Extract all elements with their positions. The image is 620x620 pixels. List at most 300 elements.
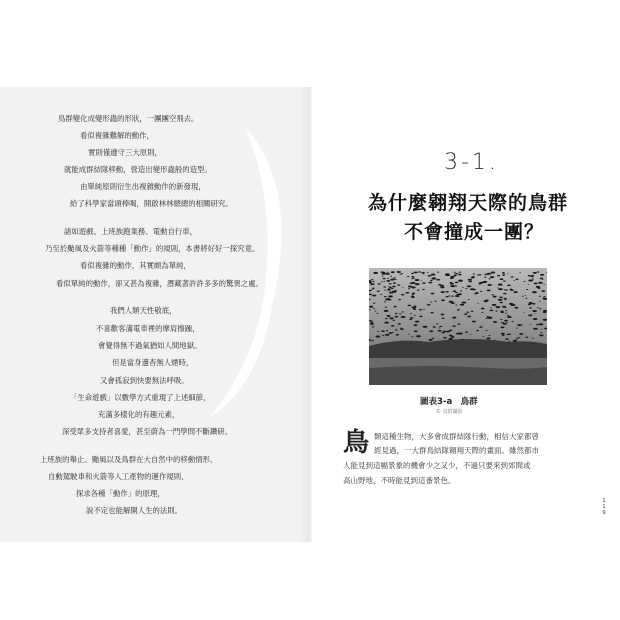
- bird-silhouette: [391, 325, 395, 327]
- bird-silhouette: [513, 340, 517, 342]
- bird-silhouette: [472, 321, 476, 323]
- bird-silhouette: [449, 335, 453, 337]
- bird-silhouette: [511, 276, 514, 277]
- bird-silhouette: [519, 333, 523, 335]
- bird-silhouette: [446, 331, 450, 333]
- bird-silhouette: [532, 310, 537, 312]
- bird-silhouette: [500, 312, 503, 314]
- gutter-shadow: [300, 87, 312, 542]
- bird-silhouette: [543, 297, 545, 298]
- bird-silhouette: [414, 324, 418, 326]
- bird-silhouette: [428, 282, 432, 284]
- bird-silhouette: [441, 291, 445, 293]
- bird-silhouette: [454, 274, 456, 275]
- bird-silhouette: [492, 294, 495, 295]
- bird-silhouette: [487, 273, 491, 275]
- bird-silhouette: [452, 325, 455, 327]
- poem-line: 由單純原則衍生出複雜動作的新發現，: [80, 182, 206, 191]
- bird-silhouette: [446, 291, 449, 293]
- bird-silhouette: [381, 281, 383, 282]
- bird-silhouette: [534, 283, 538, 285]
- bird-silhouette: [468, 279, 472, 281]
- bird-silhouette: [459, 341, 461, 342]
- bird-silhouette: [429, 330, 433, 332]
- bird-silhouette: [383, 278, 386, 279]
- bird-silhouette: [430, 312, 433, 314]
- poem-line: 看似複雜難解的動作，: [80, 131, 154, 140]
- bird-silhouette: [506, 334, 508, 335]
- bird-silhouette: [500, 302, 503, 303]
- bird-silhouette: [393, 306, 396, 308]
- bird-silhouette: [415, 283, 420, 285]
- bird-silhouette: [504, 320, 508, 322]
- bird-silhouette: [481, 312, 483, 313]
- bird-silhouette: [486, 338, 490, 340]
- bird-silhouette: [414, 309, 416, 310]
- poem-line: 但是當身邊杳無人煙時，: [112, 358, 194, 367]
- bird-silhouette: [414, 315, 416, 316]
- bird-silhouette: [514, 307, 518, 309]
- bird-silhouette: [412, 306, 417, 308]
- bird-silhouette: [455, 282, 459, 284]
- bird-silhouette: [502, 275, 505, 276]
- bird-silhouette: [516, 328, 518, 329]
- bird-silhouette: [484, 300, 488, 302]
- bird-silhouette: [394, 290, 396, 291]
- chapter-number: 3-1.: [444, 150, 499, 175]
- bird-silhouette: [383, 286, 386, 287]
- bird-silhouette: [434, 301, 436, 302]
- bird-silhouette: [502, 273, 505, 274]
- bird-silhouette: [457, 310, 459, 311]
- bird-silhouette: [418, 271, 421, 272]
- bird-silhouette: [511, 321, 513, 322]
- bird-silhouette: [412, 293, 415, 294]
- bird-silhouette: [396, 334, 400, 336]
- poem-line: 上班族的舉止、颱風以及鳥群在大自然中的移動情形、: [40, 455, 218, 464]
- bird-silhouette: [492, 304, 496, 306]
- bird-silhouette: [378, 283, 381, 284]
- bird-silhouette: [513, 280, 515, 281]
- bird-silhouette: [401, 311, 403, 312]
- bird-silhouette: [505, 310, 507, 311]
- bird-silhouette: [473, 274, 475, 275]
- bird-silhouette: [461, 301, 466, 303]
- bird-silhouette: [431, 293, 435, 295]
- bird-silhouette: [455, 292, 458, 293]
- bird-silhouette: [524, 295, 526, 296]
- bird-silhouette: [471, 277, 474, 278]
- bird-silhouette: [372, 326, 375, 327]
- bird-silhouette: [438, 284, 442, 286]
- bird-silhouette: [443, 331, 447, 333]
- bird-silhouette: [385, 334, 389, 336]
- bird-silhouette: [450, 330, 452, 331]
- bird-silhouette: [441, 299, 445, 301]
- bird-silhouette: [411, 336, 413, 337]
- bird-silhouette: [533, 272, 537, 274]
- bird-silhouette: [507, 316, 511, 318]
- bird-silhouette: [541, 329, 543, 330]
- bird-silhouette: [407, 276, 409, 277]
- body-line-3: 人能見到這幅景象的機會少之又少，不過只要來到郊間或: [343, 461, 531, 470]
- poem-block: [0, 87, 310, 542]
- bird-silhouette: [491, 272, 494, 273]
- bird-silhouette: [540, 332, 542, 333]
- bird-silhouette: [496, 306, 501, 308]
- bird-silhouette: [488, 335, 490, 336]
- poem-line: 說不定也能解開人生的法則。: [86, 506, 183, 515]
- bird-silhouette: [439, 326, 442, 327]
- bird-silhouette: [507, 315, 509, 316]
- bird-silhouette: [500, 319, 502, 320]
- bird-silhouette: [448, 295, 450, 296]
- bird-silhouette: [460, 304, 464, 306]
- poem-line: 探求各種「動作」的原理，: [76, 489, 165, 498]
- bird-silhouette: [392, 332, 394, 333]
- bird-silhouette: [390, 276, 392, 277]
- bird-silhouette: [373, 303, 376, 304]
- left-page: [0, 87, 310, 542]
- bird-silhouette: [494, 340, 496, 341]
- bird-silhouette: [499, 296, 502, 298]
- bird-silhouette: [452, 317, 456, 319]
- bird-silhouette: [455, 305, 457, 306]
- bird-silhouette: [423, 326, 428, 328]
- bird-silhouette: [530, 275, 534, 277]
- bird-silhouette: [539, 334, 543, 336]
- bird-silhouette: [386, 273, 390, 275]
- bird-silhouette: [395, 329, 398, 330]
- bird-silhouette: [471, 311, 474, 312]
- bird-silhouette: [465, 288, 467, 289]
- poem-line: 實則僅遵守三大原則，: [88, 148, 162, 157]
- bird-silhouette: [390, 279, 394, 281]
- bird-silhouette: [411, 276, 414, 277]
- bird-silhouette: [382, 273, 386, 275]
- bird-silhouette: [421, 281, 423, 282]
- bird-silhouette: [516, 279, 518, 280]
- bird-silhouette: [388, 299, 392, 301]
- bird-silhouette: [389, 317, 393, 319]
- bird-silhouette: [489, 316, 491, 317]
- bird-silhouette: [415, 321, 419, 323]
- bird-silhouette: [372, 295, 376, 297]
- bird-silhouette: [386, 330, 388, 331]
- poem-line: 鳥群變化成變形蟲的形狀，一團團空飛去。: [58, 114, 199, 123]
- bird-silhouette: [408, 286, 411, 287]
- bird-silhouette: [454, 272, 456, 273]
- body-line-2: 經見過，一大群鳥結隊翱翔天際的畫面。雖然都市: [374, 446, 539, 455]
- bird-silhouette: [504, 299, 506, 300]
- bird-silhouette: [498, 284, 503, 286]
- poem-line: 看似複雜的動作，其實頗為單純，: [80, 261, 191, 270]
- bird-silhouette: [515, 339, 517, 340]
- bird-silhouette: [480, 291, 483, 292]
- bird-silhouette: [409, 319, 412, 320]
- bird-silhouette: [466, 312, 469, 313]
- bird-silhouette: [401, 316, 406, 318]
- bird-silhouette: [419, 316, 422, 318]
- bird-silhouette: [410, 317, 414, 319]
- bird-silhouette: [372, 281, 374, 282]
- bird-silhouette: [427, 304, 430, 306]
- bird-silhouette: [497, 288, 499, 289]
- bird-silhouette: [422, 289, 425, 290]
- bird-silhouette: [517, 324, 521, 326]
- bird-silhouette: [382, 335, 384, 336]
- poem-line: 諸如遊戲、上班族跑業務、電動自行車，: [64, 227, 198, 236]
- bird-silhouette: [536, 324, 539, 325]
- bird-silhouette: [382, 276, 384, 277]
- bird-silhouette: [454, 275, 457, 276]
- bird-silhouette: [369, 306, 373, 308]
- poem-line: 不喜歡客滿電車裡的摩肩擦踵，: [96, 324, 200, 333]
- bird-silhouette: [373, 272, 378, 274]
- bird-silhouette: [534, 313, 536, 314]
- bird-silhouette: [528, 284, 530, 285]
- bird-silhouette: [509, 303, 513, 305]
- bird-silhouette: [524, 281, 526, 282]
- poem-line: 看似單純的動作，卻又甚為複雜，潛藏著許許多多的驚異之處。: [56, 279, 263, 288]
- bird-silhouette: [502, 335, 505, 336]
- bird-silhouette: [498, 288, 503, 290]
- bird-silhouette: [507, 274, 509, 275]
- bird-silhouette: [508, 341, 510, 342]
- bird-silhouette: [393, 282, 396, 283]
- poem-line: 自動駕駛車和火箭等人工產物的運作規則、: [48, 472, 189, 481]
- bird-silhouette: [529, 324, 531, 325]
- bird-silhouette: [525, 337, 528, 338]
- bird-silhouette: [528, 314, 532, 316]
- bird-silhouette: [541, 290, 545, 292]
- bird-silhouette: [470, 334, 472, 335]
- bird-silhouette: [490, 307, 492, 308]
- figure-credit: © 鳥群攝影: [436, 409, 463, 415]
- bird-silhouette: [408, 292, 410, 293]
- bird-flock-photo: [369, 268, 547, 385]
- bird-silhouette: [395, 316, 399, 318]
- figure-caption: 圖表3-a 鳥群: [420, 397, 478, 407]
- bird-silhouette: [448, 338, 452, 340]
- bird-silhouette: [428, 275, 432, 277]
- bird-silhouette: [476, 330, 479, 331]
- poem-line: 給了科學家當頭棒喝，開啟林林總總的相關研究。: [70, 199, 233, 208]
- body-line-4: 高山野地，不時能見到這番景色。: [343, 476, 456, 485]
- bird-silhouette: [409, 283, 412, 284]
- bird-silhouette: [487, 290, 491, 292]
- bird-silhouette: [401, 328, 404, 329]
- bird-silhouette: [503, 293, 506, 295]
- bird-silhouette: [414, 306, 417, 307]
- bird-silhouette: [543, 284, 545, 285]
- bird-silhouette: [533, 318, 538, 320]
- bird-silhouette: [391, 271, 395, 273]
- bird-silhouette: [385, 318, 387, 319]
- bird-silhouette: [522, 296, 524, 297]
- bird-silhouette: [439, 327, 441, 328]
- bird-silhouette: [433, 326, 436, 327]
- bird-silhouette: [446, 296, 449, 297]
- bird-silhouette: [387, 289, 391, 291]
- drop-cap: 鳥: [343, 428, 370, 458]
- bird-silhouette: [486, 316, 489, 317]
- bird-silhouette: [408, 305, 412, 307]
- poem-line: 深受眾多支持者喜愛，甚至蔚為一門學問不斷鑽研。: [62, 427, 232, 436]
- bird-silhouette: [469, 286, 471, 287]
- bird-silhouette: [401, 294, 404, 296]
- bird-silhouette: [414, 330, 418, 332]
- bird-silhouette: [373, 308, 375, 309]
- bird-silhouette: [412, 294, 415, 295]
- bird-silhouette: [482, 281, 487, 283]
- bird-silhouette: [377, 331, 379, 332]
- bird-silhouette: [395, 313, 398, 314]
- bird-silhouette: [386, 280, 390, 282]
- bird-silhouette: [497, 275, 500, 276]
- bird-silhouette: [456, 296, 459, 298]
- bird-silhouette: [455, 285, 457, 286]
- bird-silhouette: [539, 296, 541, 297]
- bird-silhouette: [388, 286, 390, 287]
- bird-silhouette: [451, 302, 455, 304]
- bird-silhouette: [526, 289, 528, 290]
- bird-silhouette: [533, 328, 537, 330]
- bird-silhouette: [481, 308, 485, 310]
- poem-line: 會覺得無不過氣猶如人間地獄。: [98, 341, 202, 350]
- bird-silhouette: [477, 303, 479, 304]
- bird-silhouette: [423, 274, 425, 275]
- bird-silhouette: [519, 272, 521, 273]
- bird-silhouette: [488, 278, 490, 279]
- bird-silhouette: [436, 323, 438, 324]
- bird-silhouette: [479, 326, 483, 328]
- poem-line: 充滿多樣化的有趣元素，: [98, 410, 180, 419]
- bird-silhouette: [385, 307, 388, 308]
- bird-silhouette: [505, 338, 509, 340]
- bird-silhouette: [401, 273, 403, 274]
- bird-silhouette: [457, 324, 460, 325]
- bird-silhouette: [517, 337, 520, 338]
- bird-silhouette: [488, 284, 492, 286]
- chapter-title-line-1: 為什麼翱翔天際的鳥群: [368, 192, 569, 214]
- bird-silhouette: [394, 279, 396, 280]
- bird-silhouette: [458, 293, 462, 295]
- bird-silhouette: [441, 314, 445, 316]
- bird-silhouette: [384, 301, 386, 302]
- bird-silhouette: [371, 279, 374, 280]
- bird-silhouette: [503, 323, 507, 325]
- bird-silhouette: [392, 286, 396, 288]
- bird-silhouette: [438, 330, 442, 332]
- bird-silhouette: [532, 291, 537, 293]
- bird-silhouette: [532, 303, 535, 305]
- bird-silhouette: [432, 277, 437, 279]
- bird-silhouette: [398, 299, 401, 300]
- bird-silhouette: [470, 288, 474, 290]
- bird-silhouette: [445, 273, 450, 275]
- bird-silhouette: [422, 282, 425, 283]
- bird-silhouette: [376, 313, 378, 314]
- bird-silhouette: [458, 274, 462, 276]
- bird-silhouette: [493, 296, 497, 298]
- bird-silhouette: [419, 309, 422, 311]
- poem-line: 就能成群結隊移動，營造出變形蟲般的造型。: [64, 165, 212, 174]
- bird-silhouette: [501, 333, 505, 335]
- bird-silhouette: [503, 280, 506, 281]
- bird-silhouette: [458, 332, 463, 334]
- bird-silhouette: [423, 309, 425, 310]
- bird-silhouette: [539, 301, 541, 302]
- bird-silhouette: [503, 298, 506, 299]
- bird-silhouette: [505, 307, 507, 308]
- bird-silhouette: [538, 282, 543, 284]
- bird-silhouette: [460, 290, 462, 291]
- bird-silhouette: [411, 273, 414, 274]
- poem-line: 我們人類天性敬底，: [110, 306, 177, 315]
- bird-silhouette: [506, 322, 508, 323]
- bird-silhouette: [536, 286, 540, 288]
- bird-silhouette: [542, 279, 544, 280]
- bird-silhouette: [389, 283, 392, 284]
- bird-silhouette: [504, 289, 507, 290]
- bird-silhouette: [380, 294, 382, 295]
- bird-silhouette: [469, 281, 472, 283]
- poem-line: 乃至於颱風及火箭等種種「動作」的規則，本書將好好一探究竟。: [45, 244, 260, 253]
- bird-silhouette: [408, 334, 410, 335]
- bird-silhouette: [402, 287, 404, 288]
- bird-silhouette: [451, 337, 454, 338]
- bird-silhouette: [388, 288, 390, 289]
- bird-silhouette: [380, 271, 383, 273]
- bird-silhouette: [514, 291, 518, 293]
- bird-silhouette: [374, 311, 376, 312]
- bird-silhouette: [421, 272, 425, 274]
- bird-silhouette: [477, 292, 479, 293]
- bird-silhouette: [532, 338, 534, 339]
- bird-silhouette: [408, 288, 410, 289]
- poem-line: 「生命遊戲」以數學方式重現了上述細節，: [70, 393, 211, 402]
- bird-silhouette: [383, 281, 385, 282]
- bird-silhouette: [502, 272, 505, 273]
- bird-silhouette: [429, 339, 433, 341]
- bird-silhouette: [412, 277, 415, 278]
- page-number: 1 1 9: [602, 498, 606, 516]
- bird-silhouette: [393, 320, 396, 321]
- bird-silhouette: [490, 276, 494, 278]
- bird-silhouette: [416, 335, 421, 337]
- bird-silhouette: [531, 280, 534, 281]
- bird-silhouette: [458, 272, 461, 273]
- bird-silhouette: [413, 271, 417, 273]
- bird-silhouette: [462, 287, 464, 288]
- bird-silhouette: [455, 286, 457, 287]
- bird-silhouette: [537, 307, 539, 308]
- bird-silhouette: [468, 299, 470, 300]
- bird-silhouette: [387, 272, 389, 273]
- bird-silhouette: [432, 274, 435, 275]
- bird-silhouette: [399, 313, 402, 314]
- bird-silhouette: [507, 284, 511, 286]
- bird-silhouette: [384, 310, 389, 312]
- bird-silhouette: [501, 327, 505, 329]
- bird-silhouette: [387, 278, 389, 279]
- bird-silhouette: [539, 308, 542, 309]
- bird-silhouette: [523, 312, 525, 313]
- bird-silhouette: [489, 309, 493, 311]
- bird-silhouette: [543, 319, 547, 321]
- bird-silhouette: [537, 271, 540, 272]
